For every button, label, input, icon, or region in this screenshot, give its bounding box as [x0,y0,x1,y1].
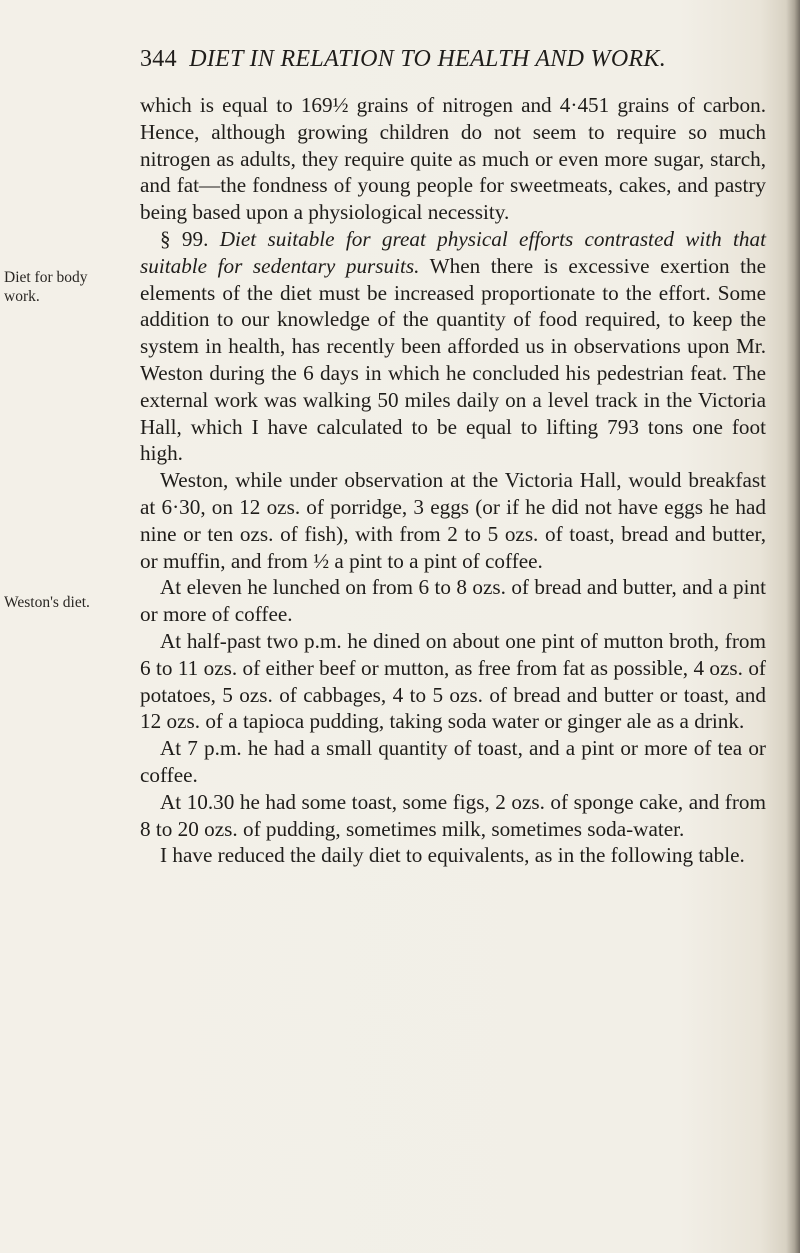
paragraph-weston-evening: At 7 p.m. he had a small quantity of toast, and a pint or more of tea or coffee. [140,736,766,787]
section-heading: Diet suitable for great physical efforts contrasted with that suitable for sedentary pursuits. [140,226,767,278]
running-title: DIET IN RELATION TO HEALTH AND WORK. [189,46,667,72]
paragraph-weston-lunch: At eleven he lunched on from 6 to 8 ozs. of bread and butter, and a pint or more of coffee. [140,575,766,627]
paragraph-weston-late: At 10.30 he had some toast, some figs, 2 ozs. of sponge cake, and from 8 to 20 ozs. of pudding, sometimes milk, sometimes soda-water. [140,789,766,841]
paragraph-weston-dinner: At half-past two p.m. he dined on about one pint of mutton broth, from 6 to 11 ozs. of either beef or mutton, as free from fat as possible, 4 ozs. of potatoes, 5 ozs. of cabbages, 4 to 5 ozs. of bread and butter or toast, and 12 ozs. of a tapioca pudding, taking soda water or ginger ale as a drink. [140,628,766,734]
paragraph-weston-breakfast: Weston, while under observation at the Victoria Hall, would breakfast at 6·30, on 12 ozs. of porridge, 3 eggs (or if he did not have eggs he had nine or ten ozs. of fish), with from 2 to 5 ozs. of toast, bread and butter, or muffin, and from ½ a pint to a pint of coffee. [140,468,766,573]
running-header [140,46,760,73]
body-text [140,92,766,869]
paragraph-section-99 [140,226,766,467]
page-edge-shadow [786,0,800,1253]
page-number: 344 [140,46,177,72]
section-number: § 99. [160,226,209,251]
paragraph-table-intro: I have reduced the daily diet to equivalents, as in the following table. [160,843,745,868]
margin-note-westons-diet: Weston's diet. [4,594,90,611]
margin-note-diet-for-body-work: Diet for body work. [4,269,88,305]
section-body: When there is excessive exertion the elements of the diet must be increased proportionate to the effort. Some addition to our knowledge of the quantity of food required, to keep the system in health, has recently been afforded us in observations upon Mr. Weston during the 6 days in which he concluded his pedestrian feat. The external work was walking 50 miles daily on a level track in the Victoria Hall, which I have calculated to be equal to lifting 793 tons one foot high. [140,253,766,466]
paragraph-continuation: which is equal to 169½ grains of nitrogen and 4·451 grains of carbon. Hence, although growing children do not seem to require so much nitrogen as adults, they require quite as much or even more sugar, starch, and fat—the fondness of young people for sweetmeats, cakes, and pastry being based upon a physiological necessity. [140,93,766,225]
